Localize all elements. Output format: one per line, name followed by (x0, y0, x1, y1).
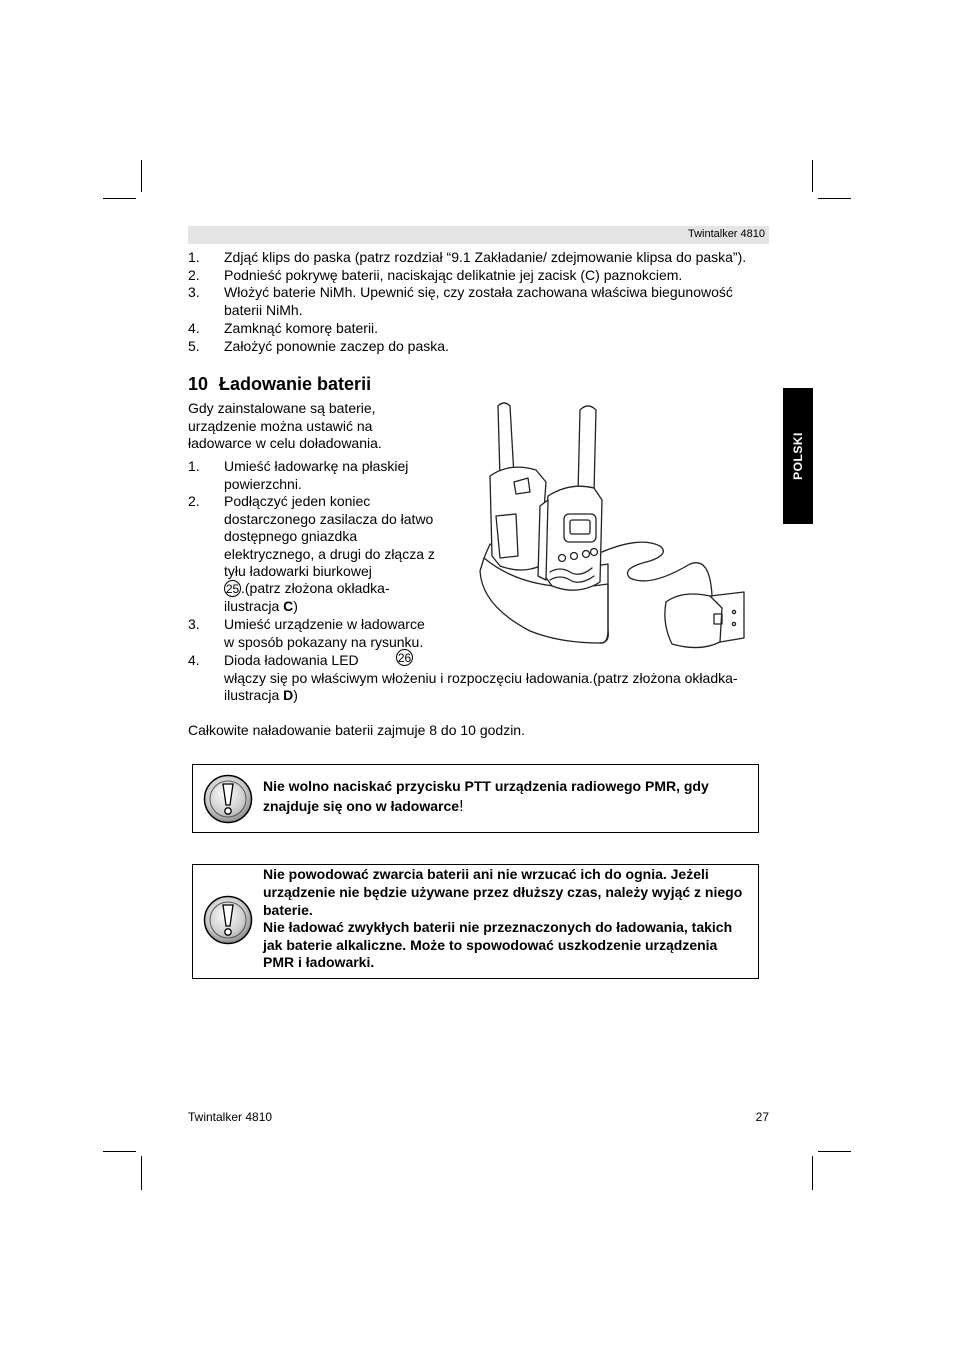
exclamation-warning-icon (203, 895, 253, 945)
list-item (188, 616, 458, 652)
warning-box (192, 764, 759, 833)
list-text: Założyć ponownie zaczep do paska. (224, 338, 449, 354)
list-number: 1. (188, 458, 200, 474)
list-text: Umieść ładowarkę na płaskiej (224, 458, 409, 474)
list-text: Zdjąć klips do paska (patrz rozdział “9.1 Zakładanie/ zdejmowanie klipsa do paska”). (224, 249, 747, 265)
list-text: Umieść urządzenie w ładowarce (224, 616, 425, 632)
section-heading (188, 374, 371, 395)
charge-time-text: Całkowite naładowanie baterii zajmuje 8 do 10 godzin. (188, 722, 525, 738)
list-text (224, 580, 390, 598)
list-number: 3. (188, 284, 200, 300)
list-number: 3. (188, 616, 200, 632)
list-text (224, 598, 298, 616)
warning-text-part: ! (459, 798, 464, 815)
list-text: Dioda ładowania LED (224, 652, 359, 668)
list-number: 2. (188, 493, 200, 509)
reference-number: 26 (397, 651, 412, 665)
figure-letter: D (283, 687, 294, 703)
ref-text: .(patrz złożona okładka- (241, 580, 390, 596)
figure-letter: C (283, 598, 294, 614)
exclamation-warning-icon (203, 774, 253, 824)
list-item (188, 458, 458, 494)
list-text: elektrycznego, a drugi do złącza z (224, 545, 435, 562)
warning-text: Nie powodować zwarcia baterii ani nie wrzucać ich do ognia. Jeżeli (263, 866, 709, 882)
list-number: 1. (188, 249, 200, 265)
crop-mark (818, 1151, 851, 1152)
warning-text: Nie wolno naciskać przycisku PTT urządzenia radiowego PMR, gdy (263, 778, 709, 794)
list-text: powierzchni. (224, 475, 302, 492)
warning-text: PMR i ładowarki. (263, 954, 375, 970)
list-text (224, 687, 298, 705)
list-text: w sposób pokazany na rysunku. (224, 633, 424, 650)
warning-box (192, 864, 759, 979)
language-tab-label: POLSKI (791, 432, 805, 480)
section-title: Ładowanie baterii (219, 374, 372, 394)
crop-mark (103, 198, 136, 199)
warning-text: jak baterie alkaliczne. Może to spowodować uszkodzenie urządzenia (263, 937, 718, 953)
list-text: baterii NiMh. (224, 302, 303, 318)
list-number: 4. (188, 320, 200, 336)
charger-illustration (470, 396, 760, 658)
crop-mark (103, 1151, 136, 1152)
list-text: dostępnego gniazdka (224, 528, 358, 544)
ref-text: ilustracja (224, 598, 284, 614)
crop-mark (812, 160, 813, 192)
list-number: 4. (188, 652, 200, 668)
ref-text: ilustracja (224, 687, 284, 703)
list-text: Zamknąć komorę baterii. (224, 320, 379, 336)
header-product: Twintalker 4810 (687, 228, 765, 240)
ref-text: ) (293, 687, 298, 703)
intro-line: urządzenie można ustawić na (188, 418, 373, 434)
list-item (188, 284, 778, 320)
warning-text: Nie ładować zwykłych baterii nie przeznaczonych do ładowania, takich (263, 919, 733, 935)
warning-text: urządzenie nie będzie używane przez dłuższy czas, należy wyjąć z niego (263, 884, 743, 900)
crop-mark (812, 1156, 813, 1190)
list-item (188, 493, 458, 618)
list-text: Włożyć baterie NiMh. Upewnić się, czy została zachowana właściwa biegunowość (224, 284, 733, 300)
page-header (188, 226, 769, 244)
list-text: Podnieść pokrywę baterii, naciskając delikatnie jej zacisk (C) paznokciem. (224, 267, 683, 283)
language-tab (783, 388, 813, 524)
intro-line: ładowarce w celu doładowania. (188, 435, 382, 451)
warning-text-part: znajduje się ono w ładowarce (263, 798, 460, 814)
list-text: włączy się po właściwym włożeniu i rozpoczęciu ładowania.(patrz złożona okładka- (224, 669, 738, 686)
list-text: Podłączyć jeden koniec (224, 493, 371, 509)
list-number: 2. (188, 267, 200, 283)
list-text: tyłu ładowarki biurkowej (224, 563, 372, 579)
section-number: 10 (188, 374, 209, 394)
footer-product: Twintalker 4810 (188, 1110, 273, 1124)
list-item (188, 652, 768, 706)
page-number: 27 (755, 1110, 769, 1124)
warning-text (263, 797, 464, 816)
list-text: dostarczonego zasilacza do łatwo (224, 510, 434, 527)
list-number: 5. (188, 338, 200, 354)
warning-text: baterie. (263, 902, 313, 918)
crop-mark (141, 1156, 142, 1190)
intro-line: Gdy zainstalowane są baterie, (188, 400, 376, 416)
ref-text: ) (293, 598, 298, 614)
crop-mark (818, 198, 851, 199)
crop-mark (141, 160, 142, 192)
reference-number: 25 (225, 582, 240, 596)
